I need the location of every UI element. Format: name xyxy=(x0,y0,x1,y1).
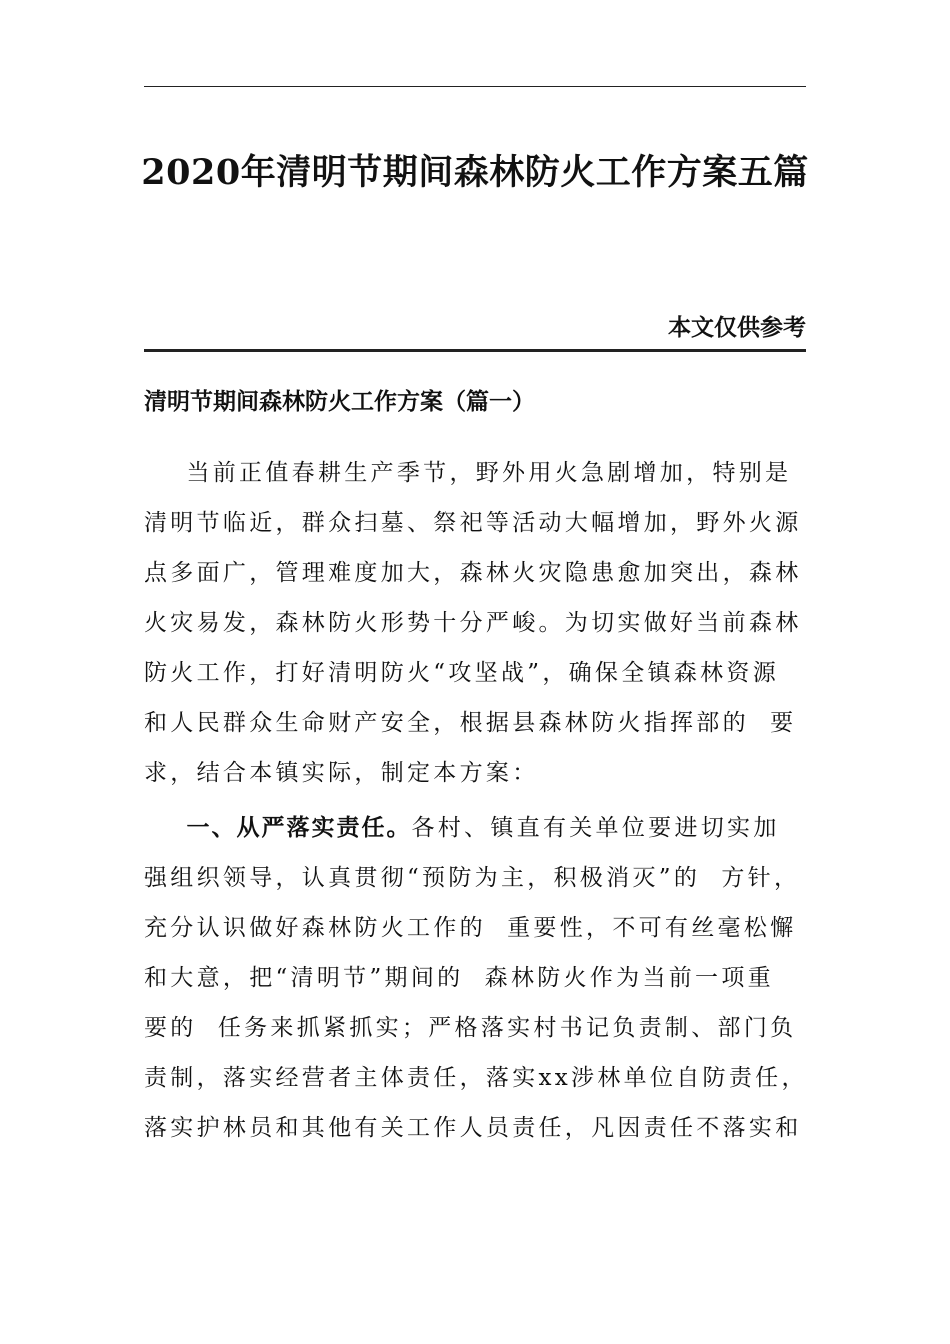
section-divider xyxy=(144,349,806,352)
paragraph-line: 要的 任务来抓紧抓实；严格落实村书记负责制、部门负 xyxy=(144,1015,797,1041)
paragraph-line: 和大意，把“清明节”期间的 森林防火作为当前一项重 xyxy=(144,965,774,991)
lead-indent xyxy=(144,815,186,841)
disclaimer-note: 本文仅供参考 xyxy=(668,314,806,341)
paragraph-line: 防火工作，打好清明防火“攻坚战”，确保全镇森林资源 xyxy=(144,660,780,686)
paragraph-line: 强组织领导，认真贯彻“预防为主，积极消灭”的 方针， xyxy=(144,865,801,891)
paragraph-lead-line xyxy=(144,808,806,848)
paragraph-line: 火灾易发，森林防火形势十分严峻。为切实做好当前森林 xyxy=(144,610,802,636)
point-text: 各村、镇直有关单位要进切实加 xyxy=(411,815,780,841)
paragraph-line: 和人民群众生命财产安全，根据县森林防火指挥部的 要 xyxy=(144,710,797,736)
paragraph-line: 当前正值春耕生产季节，野外用火急剧增加，特别是 xyxy=(144,460,792,486)
point-heading: 一、从严落实责任。 xyxy=(186,814,412,841)
header-rule xyxy=(144,86,806,87)
paragraph-line: 求，结合本镇实际，制定本方案： xyxy=(144,760,539,786)
paragraph-line: 充分认识做好森林防火工作的 重要性，不可有丝毫松懈 xyxy=(144,915,797,941)
paragraph-line: 落实护林员和其他有关工作人员责任，凡因责任不落实和 xyxy=(144,1115,802,1141)
paragraph-line: 点多面广，管理难度加大，森林火灾隐患愈加突出，森林 xyxy=(144,560,802,586)
paragraph-line: 清明节临近，群众扫墓、祭祀等活动大幅增加，野外火源 xyxy=(144,510,802,536)
section-heading: 清明节期间森林防火工作方案（篇一） xyxy=(144,388,535,415)
paragraph-line: 责制，落实经营者主体责任，落实xx涉林单位自防责任， xyxy=(144,1065,808,1091)
document-title: 2020年清明节期间森林防火工作方案五篇 xyxy=(141,152,809,193)
